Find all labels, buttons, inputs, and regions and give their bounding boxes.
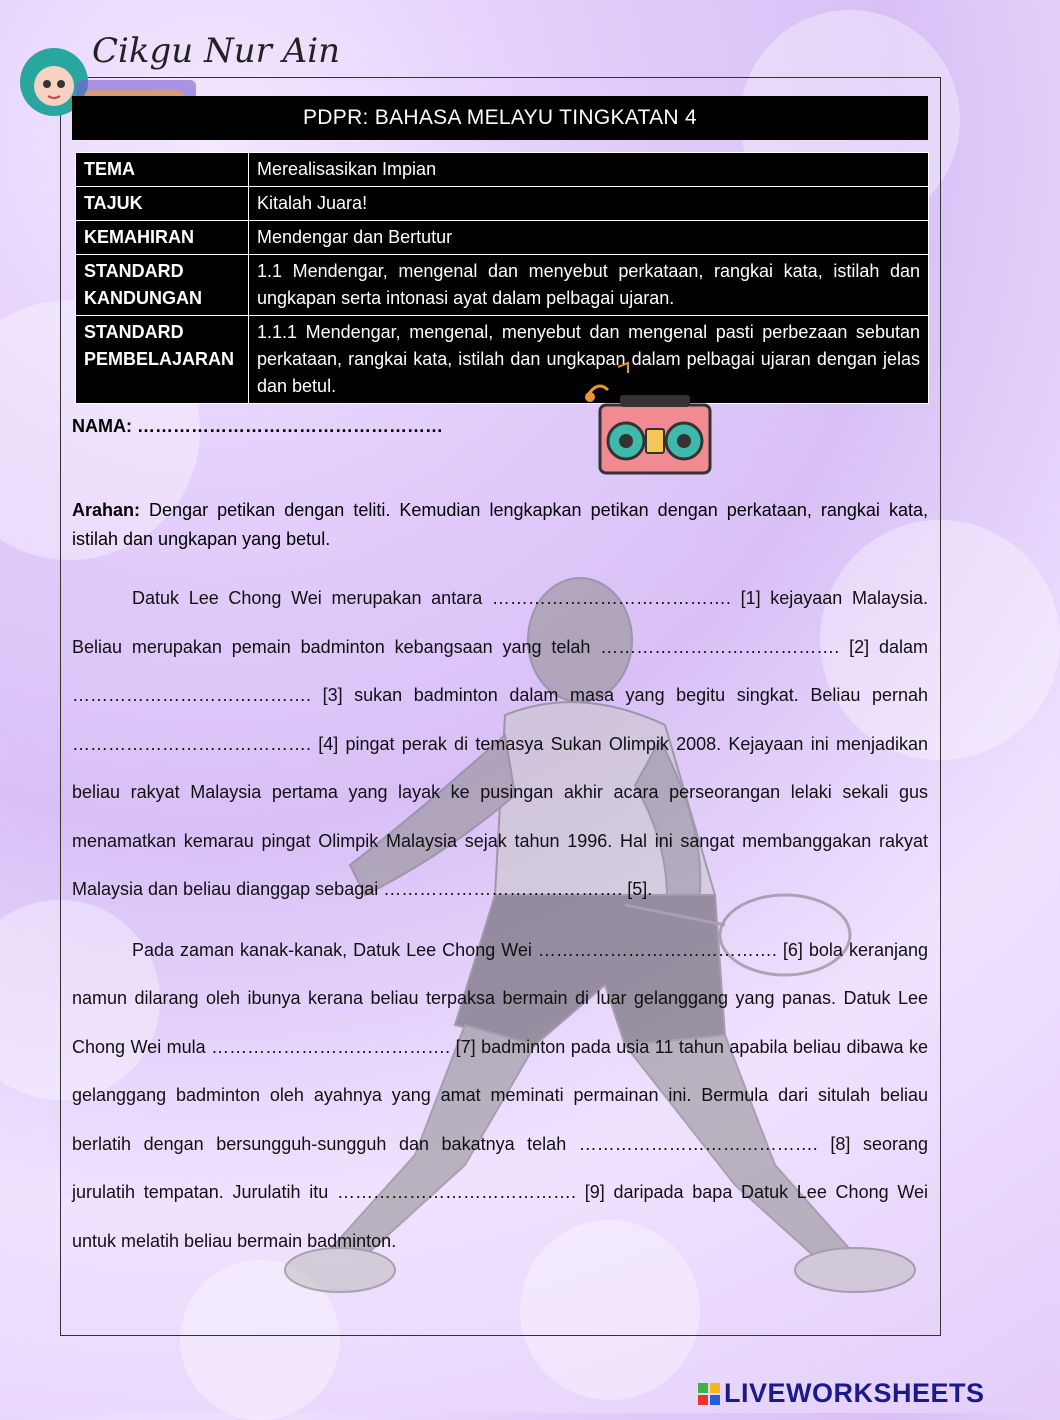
passage-text: [2] dalam [839,636,928,657]
instructions [72,496,928,554]
row-value: 1.1 Mendengar, mengenal dan menyebut perkataan, rangkai kata, istilah dan ungkapan serta intonasi ayat dalam pelbagai ujaran. [249,255,929,316]
blank-3: …………………………………. [72,685,312,705]
blank-6: …………………………………. [537,939,777,960]
info-table [75,152,929,404]
passage-text: Pada zaman kanak-kanak, Datuk Lee Chong Wei [132,939,538,960]
table-row [76,187,929,221]
liveworksheets-logo-icon [698,1383,720,1405]
row-key: STANDARD KANDUNGAN [76,255,249,316]
table-row [76,255,929,316]
table-row [76,221,929,255]
paragraph-1 [72,574,928,914]
row-key: TEMA [76,153,249,187]
instructions-label: Arahan: [72,500,141,520]
table-row [76,153,929,187]
passage-text: [5]. [622,879,653,899]
row-value: Mendengar dan Bertutur [249,221,929,255]
passage-text: [3] sukan badminton dalam masa yang begitu singkat. Beliau pernah [311,685,928,705]
blank-9: …………………………………. [337,1182,577,1202]
passage-text: [4] pingat perak di temasya Sukan Olimpik 2008. Kejayaan ini menjadikan beliau rakyat Malaysia pertama yang layak ke pusingan akhir acara perseorangan lelaki sekali gus menamatkan kemarau pingat Olimpik Malaysia sejak tahun 1996. Hal ini sangat membanggakan rakyat Malaysia dan beliau dianggap sebagai [72,733,928,899]
liveworksheets-brand[interactable] [698,1378,985,1409]
row-value: Kitalah Juara! [249,187,929,221]
passage-text: Datuk Lee Chong Wei merupakan antara [132,588,492,608]
logo-text: Cikgu Nur Ain [92,31,340,71]
blank-7: …………………………………. [211,1036,451,1057]
row-key: TAJUK [76,187,249,221]
page-title: PDPR: BAHASA MELAYU TINGKATAN 4 [72,96,928,140]
blank-2: …………………………………. [600,636,840,657]
row-value: Merealisasikan Impian [249,153,929,187]
table-row [76,316,929,404]
blank-4: …………………………………. [72,733,312,754]
passage-text: [7] badminton pada usia 11 tahun apabila beliau dibawa ke gelanggang badminton oleh ayahnya yang amat meminati permainan ini. Bermula dari situlah beliau berlatih dengan bersungguh-sungguh dan bakatnya telah [72,1036,928,1154]
blank-5: …………………………………. [383,879,623,899]
row-value: 1.1.1 Mendengar, mengenal, menyebut dan mengenal pasti perbezaan sebutan perkataan, rangkai kata, istilah dan ungkapan dalam pelbagai ujaran dengan jelas dan betul. [249,316,929,404]
passage-text: [9] daripada bapa Datuk Lee Chong Wei untuk melatih beliau bermain badminton. [72,1182,928,1251]
paragraph-2 [72,926,928,1266]
instructions-text: Dengar petikan dengan teliti. Kemudian lengkapkan petikan dengan perkataan, rangkai kata, istilah dan ungkapan yang betul. [72,500,928,549]
blank-8: …………………………………. [578,1133,818,1154]
passage-text: [1] kejayaan Malaysia. Beliau merupakan pemain badminton kebangsaan yang telah [72,588,929,657]
passage-text: [8] seorang jurulatih tempatan. Jurulatih itu [72,1133,928,1202]
passage [72,574,928,1265]
brand-text: LIVEWORKSHEETS [724,1378,985,1408]
row-key: KEMAHIRAN [76,221,249,255]
blank-1: …………………………………. [491,588,731,608]
passage-text: [6] bola keranjang namun dilarang oleh ibunya kerana beliau terpaksa bermain di luar gelanggang yang panas. Datuk Lee Chong Wei mula [72,939,929,1057]
row-key: STANDARD PEMBELAJARAN [76,316,249,404]
boombox-icon [578,355,718,480]
name-field: NAMA: …………………………………………… [72,416,443,436]
